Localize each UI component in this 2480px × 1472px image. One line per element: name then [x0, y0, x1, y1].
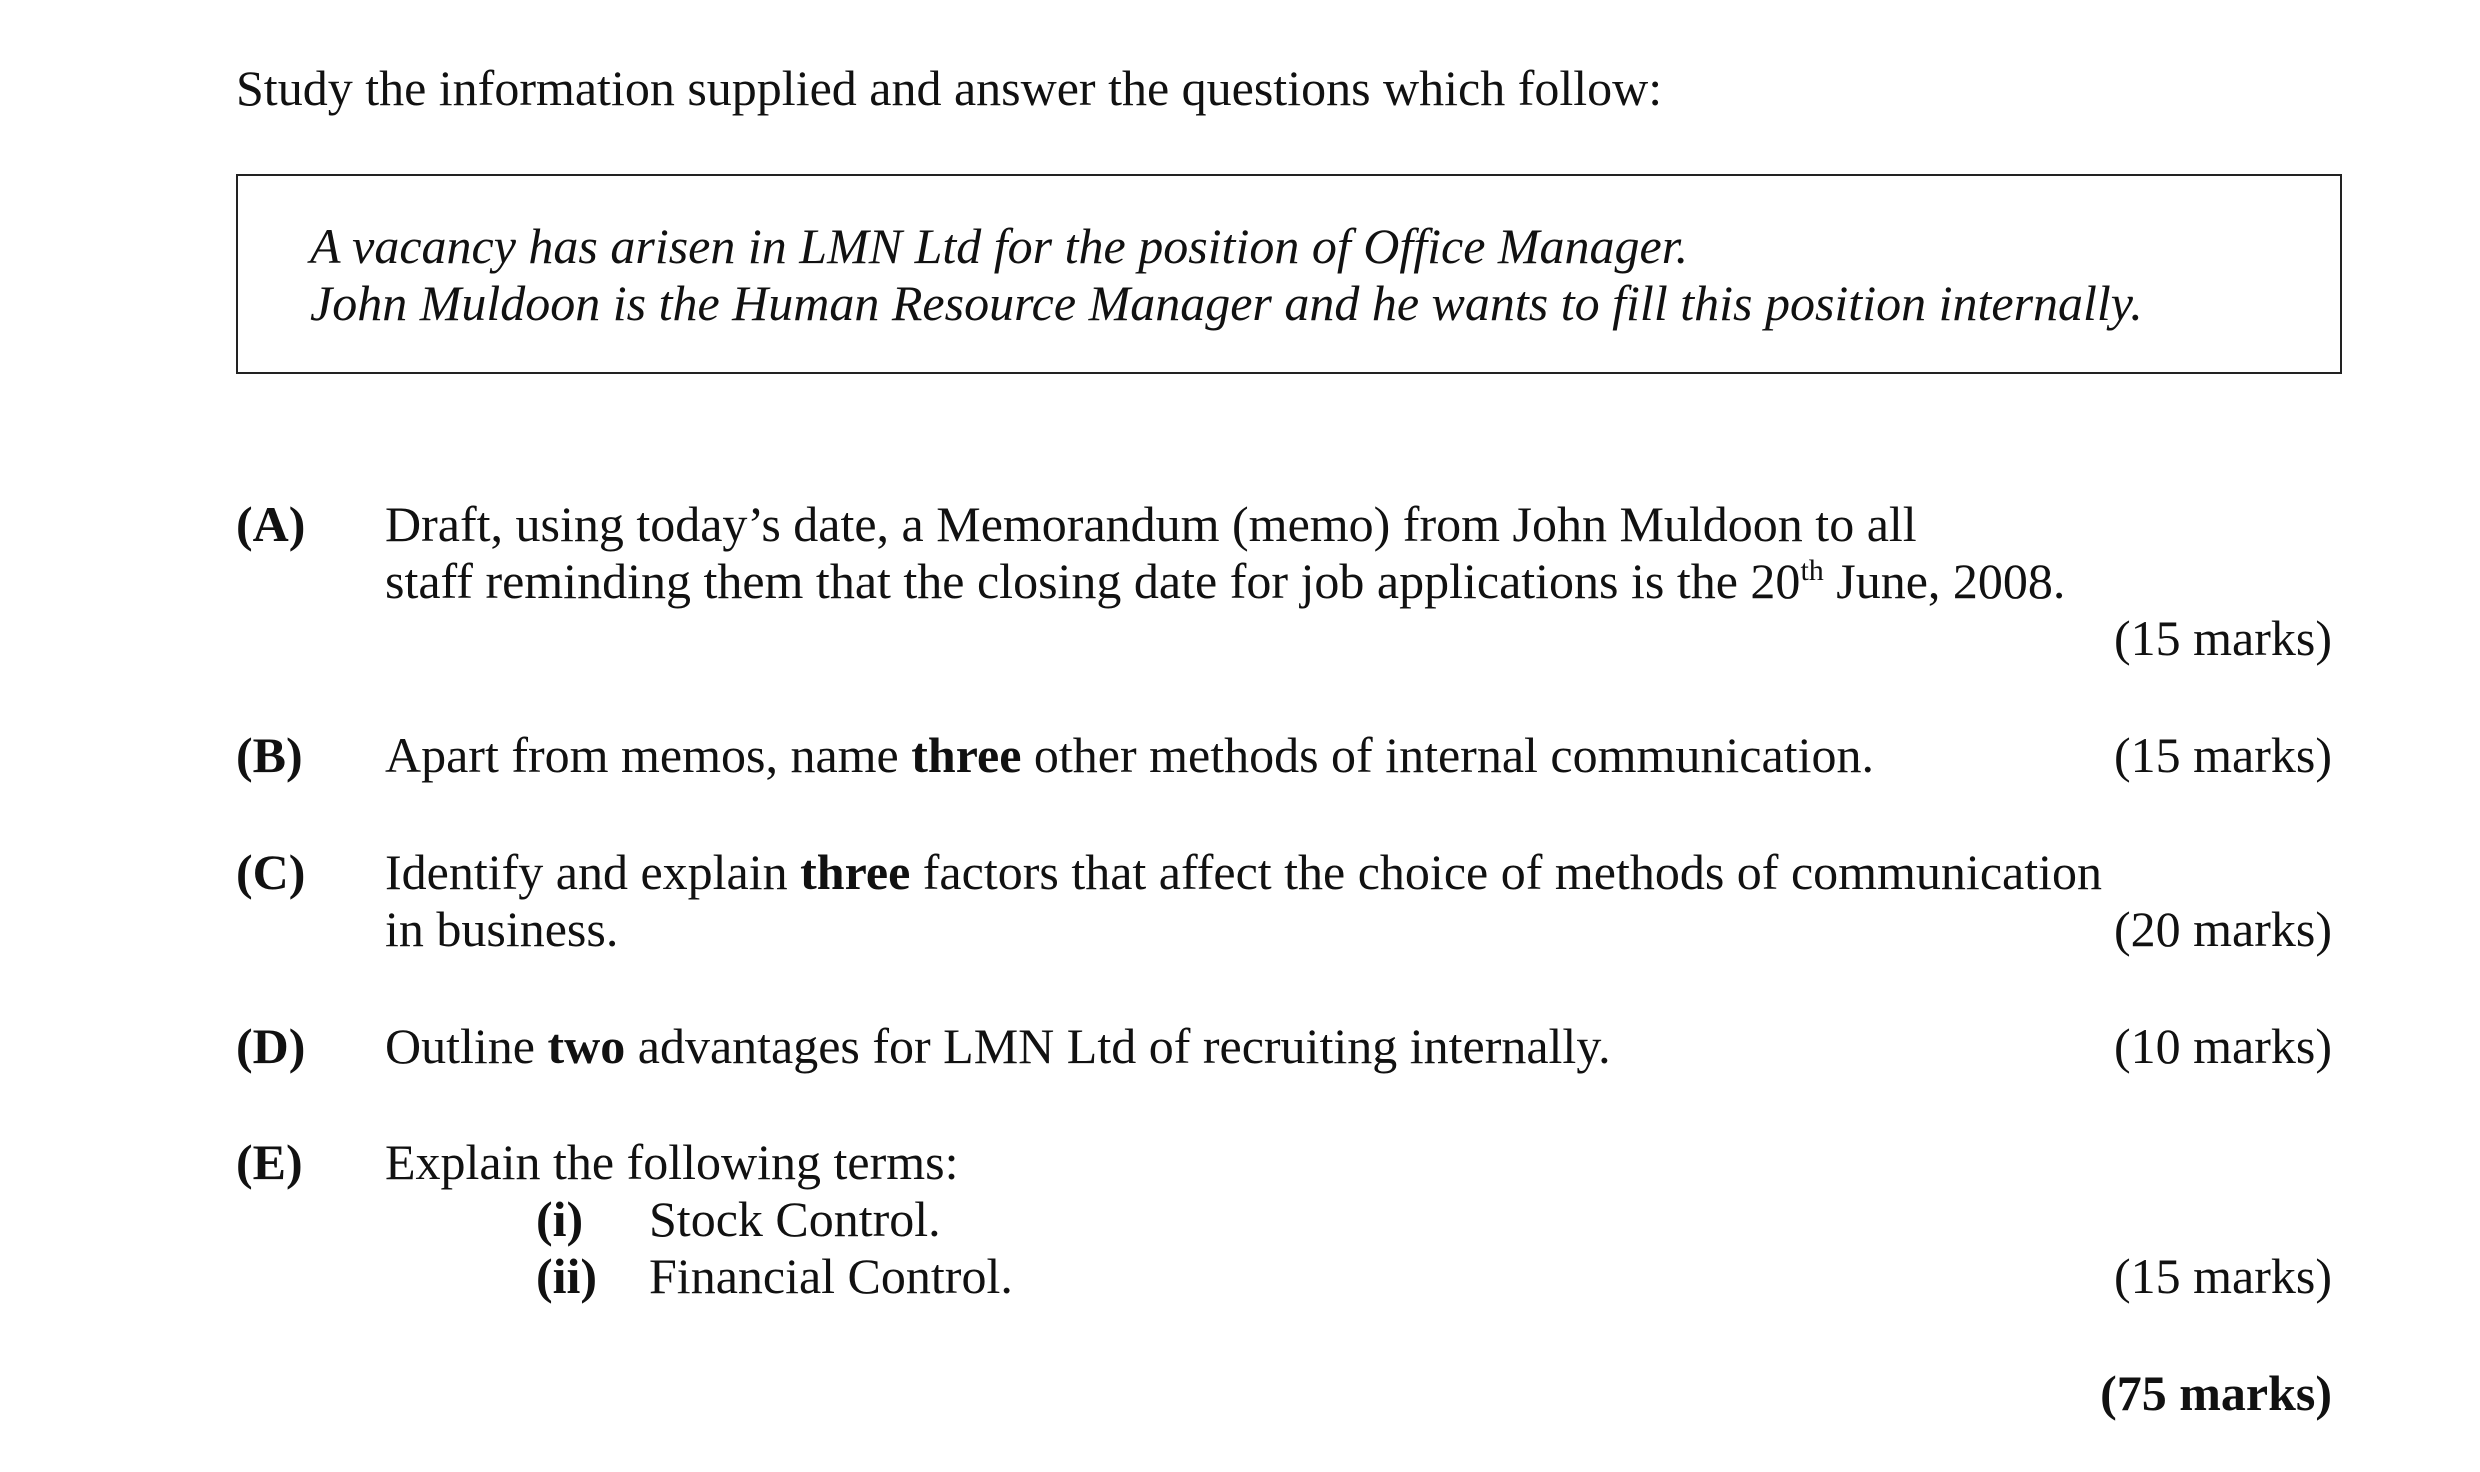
question-b-text-start: Apart from memos, name — [385, 727, 912, 783]
question-b-text — [385, 727, 1874, 784]
question-b-emphasis: three — [911, 727, 1022, 783]
scenario-line-1: A vacancy has arisen in LMN Ltd for the position of Office Manager. — [310, 218, 1689, 274]
question-c-line-1 — [385, 844, 2102, 901]
question-d-text — [385, 1018, 1611, 1075]
question-c-line-2: in business. — [385, 901, 619, 957]
question-d-text-start: Outline — [385, 1018, 548, 1074]
question-a-line-2-end: June, 2008. — [1823, 553, 2066, 609]
question-c-line-1-start: Identify and explain — [385, 844, 801, 900]
scenario-box — [236, 174, 2342, 374]
question-e-sub-i-label: (i) — [536, 1191, 584, 1247]
question-e-marks: (15 marks) — [2114, 1248, 2332, 1304]
question-a-label: (A) — [236, 496, 306, 552]
question-a-line-2 — [385, 553, 2065, 610]
question-c-marks: (20 marks) — [2114, 901, 2332, 957]
question-b-label: (B) — [236, 727, 303, 783]
question-b-marks: (15 marks) — [2114, 727, 2332, 783]
ordinal-suffix: th — [1800, 554, 1824, 587]
question-c-label: (C) — [236, 844, 306, 900]
question-d-label: (D) — [236, 1018, 306, 1074]
question-b-text-end: other methods of internal communication. — [1021, 727, 1874, 783]
question-e-sub-ii-text: Financial Control. — [649, 1248, 1013, 1304]
question-d-text-end: advantages for LMN Ltd of recruiting internally. — [625, 1018, 1611, 1074]
question-c-emphasis: three — [800, 844, 911, 900]
question-e-text: Explain the following terms: — [385, 1134, 959, 1190]
question-c-line-1-end: factors that affect the choice of methods of communication — [910, 844, 2102, 900]
question-d-emphasis: two — [547, 1018, 626, 1074]
question-a-marks: (15 marks) — [2114, 610, 2332, 666]
question-d-marks: (10 marks) — [2114, 1018, 2332, 1074]
question-e-label: (E) — [236, 1134, 303, 1190]
question-a-line-2-start: staff reminding them that the closing date for job applications is the 20 — [385, 553, 1801, 609]
total-marks: (75 marks) — [2100, 1365, 2332, 1421]
intro-instruction: Study the information supplied and answer the questions which follow: — [236, 60, 1663, 116]
scenario-line-2: John Muldoon is the Human Resource Manager and he wants to fill this position internally. — [310, 275, 2143, 331]
question-a-line-1: Draft, using today’s date, a Memorandum (memo) from John Muldoon to all — [385, 496, 1917, 552]
question-e-sub-i-text: Stock Control. — [649, 1191, 941, 1247]
question-e-sub-ii-label: (ii) — [536, 1248, 598, 1304]
